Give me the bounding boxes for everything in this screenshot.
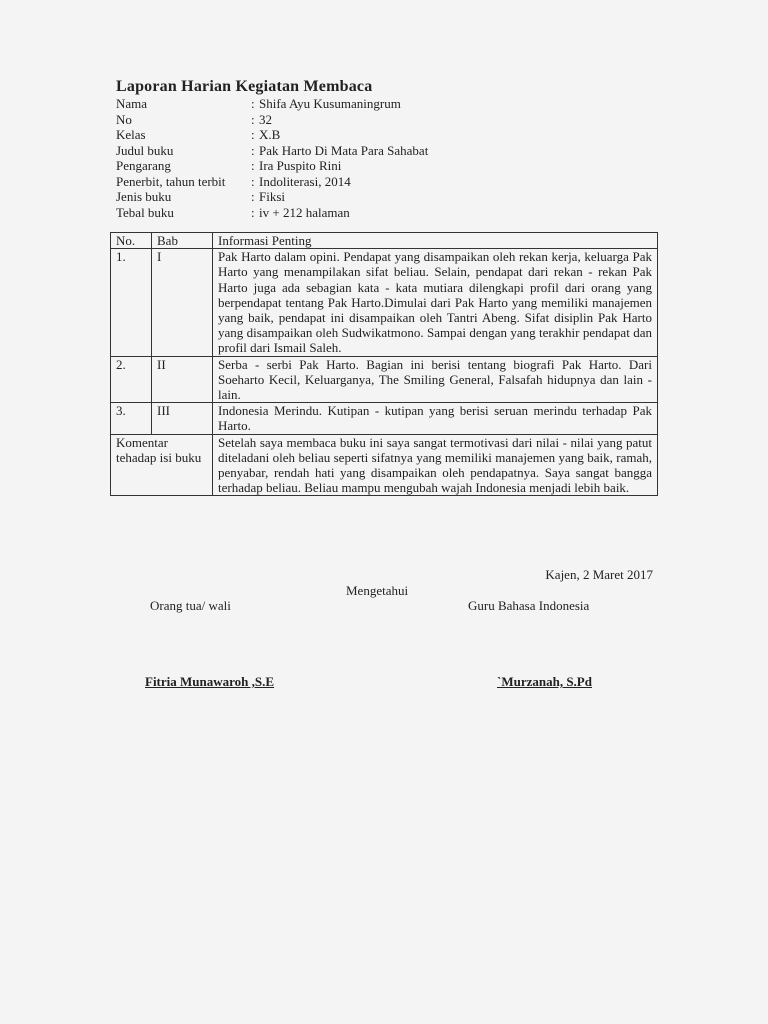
meta-value: Shifa Ayu Kusumaningrum [259,96,401,111]
meta-row-pengarang [116,158,428,174]
meta-label: Pengarang [116,158,171,173]
meta-separator: : [251,204,255,220]
meta-row-penerbit [116,174,428,190]
teacher-role-label: Guru Bahasa Indonesia [468,598,590,613]
parent-signature-name: Fitria Munawaroh ,S.E [145,674,275,689]
meta-label: Judul buku [116,142,174,158]
table-row [111,403,658,434]
cell-bab: I [152,249,213,356]
comment-text: Setelah saya membaca buku ini saya sangat termotivasi dari nilai - nilai yang patut diteladani oleh beliau seperti sifatnya yang memiliki manajemen yang baik, ramah, penyabar, rendah hati yang disampaikan oleh pendapatnya. Saya sangat bangga terhadap beliau. Beliau mampu mengubah wajah Indonesia menjadi lebih baik. [213,434,658,496]
header-info: Informasi Penting [213,233,658,249]
table-header-row [111,233,658,249]
meta-row-jenis [116,189,428,205]
meta-row-kelas [116,127,428,143]
meta-label: Tebal buku [116,204,174,220]
acknowledged-label: Mengetahui [346,583,409,598]
cell-info: Pak Harto dalam opini. Pendapat yang disampaikan oleh rekan kerja, keluarga Pak Harto yang menampilakan sifat beliau. Selain, pendapat dari rekan - rekan Pak Harto juga ada sebagian kata - kata mutiara dilengkapi profil dari orang yang berpendapat tentang Pak Harto.Dimulai dari Pak Harto yang memiliki manajemen yang baik, pendapat ini disampaikan oleh Tantri Abeng. Sifat disiplin Pak Harto yang disampaikan oleh Sudwikatmono. Sampai dengan yang terakhir pendapat dan profil dari Ismail Saleh. [213,249,658,356]
table-row [111,249,658,356]
meta-separator: : [251,111,255,127]
meta-value: Indoliterasi, 2014 [259,173,351,189]
meta-value: Fiksi [259,189,286,204]
cell-no: 3. [111,403,152,434]
meta-separator: : [251,189,255,204]
meta-separator: : [251,96,255,111]
signing-date: Kajen, 2 Maret 2017 [545,567,653,582]
meta-separator: : [251,158,255,173]
reading-table [110,232,658,496]
meta-row-nama [116,96,428,112]
meta-row-judul [116,143,428,159]
header-bab: Bab [152,233,213,249]
meta-label: No [116,111,132,127]
cell-info: Serba - serbi Pak Harto. Bagian ini berisi tentang biografi Pak Harto. Dari Soeharto Kecil, Keluarganya, The Smiling General, Falsafah hidupnya dan lain - lain. [213,356,658,403]
meta-label: Jenis buku [116,189,172,204]
cell-no: 1. [111,249,152,356]
document-title: Laporan Harian Kegiatan Membaca [116,78,373,95]
cell-no: 2. [111,356,152,403]
comment-label: Komentar tehadap isi buku [111,434,213,496]
header-no: No. [111,233,152,249]
meta-value: Pak Harto Di Mata Para Sahabat [259,142,429,158]
parent-role-label: Orang tua/ wali [150,598,231,613]
meta-label: Kelas [116,127,146,142]
meta-row-tebal [116,205,428,221]
meta-label: Nama [116,96,148,111]
meta-row-no [116,112,428,128]
meta-value: iv + 212 halaman [259,204,350,220]
table-row [111,356,658,403]
meta-separator: : [251,127,255,142]
book-metadata [116,96,428,220]
meta-value: X.B [259,127,281,142]
meta-separator: : [251,173,255,189]
comment-row [111,434,658,496]
cell-bab: II [152,356,213,403]
meta-separator: : [251,142,255,158]
meta-value: 32 [259,111,272,127]
cell-bab: III [152,403,213,434]
teacher-signature-name: `Murzanah, S.Pd [497,674,592,689]
cell-info: Indonesia Merindu. Kutipan - kutipan yang berisi seruan merindu terhadap Pak Harto. [213,403,658,434]
meta-label: Penerbit, tahun terbit [116,173,226,189]
meta-value: Ira Puspito Rini [259,158,342,173]
